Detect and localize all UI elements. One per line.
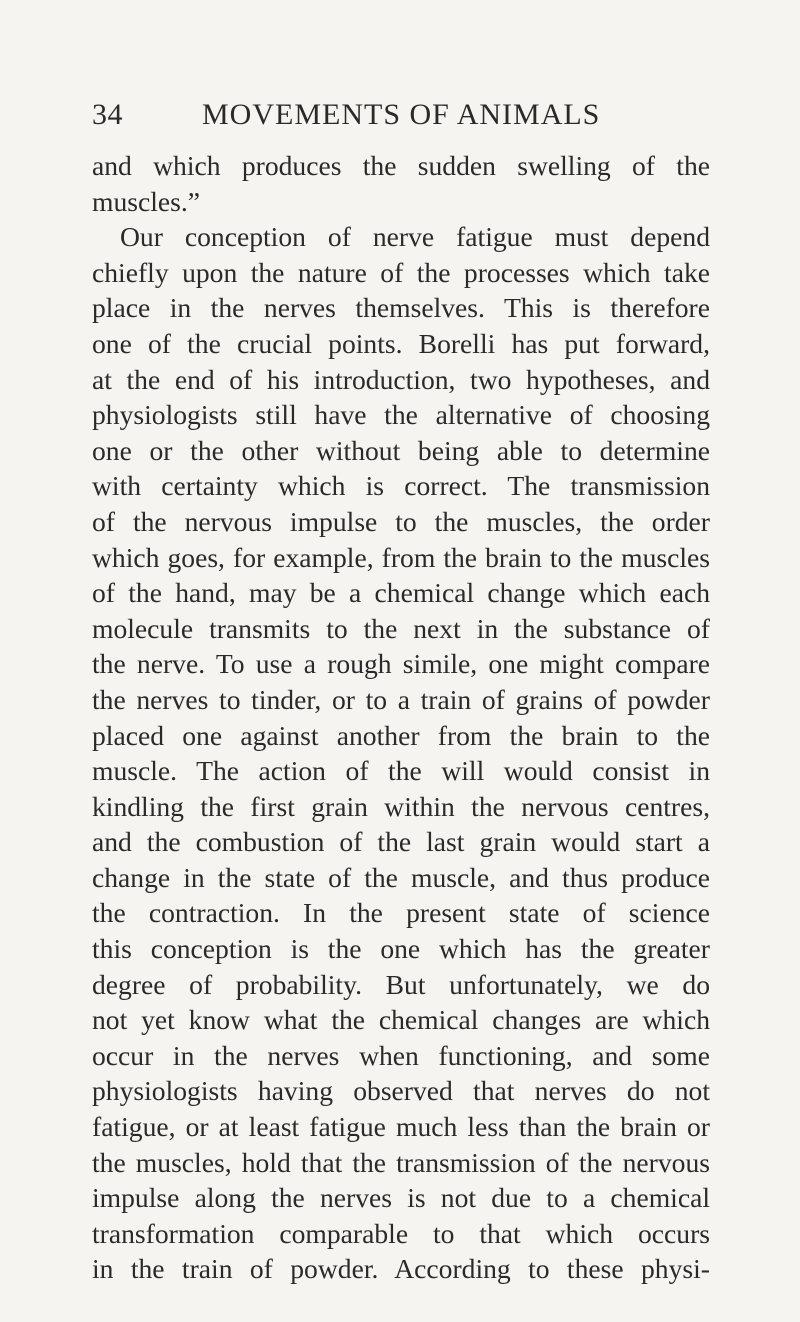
text-line: of the hand, may be a chemical change which each: [92, 577, 710, 609]
running-title: MOVEMENTS OF ANIMALS: [202, 98, 601, 131]
page-number: 34: [92, 98, 123, 131]
text-line: change in the state of the muscle, and thus produce: [92, 861, 710, 893]
text-line: chiefly upon the nature of the processes which take: [92, 256, 710, 288]
text-line: transformation comparable to that which occurs: [92, 1217, 710, 1249]
text-line: physiologists still have the alternative of choosing: [92, 399, 710, 431]
text-line: muscles.”: [92, 185, 201, 217]
text-line: the muscles, hold that the transmission of the nervous: [92, 1146, 710, 1178]
text-line: the nerve. To use a rough simile, one might compare: [92, 648, 710, 680]
text-line: and which produces the sudden swelling of the: [92, 150, 710, 181]
text-line: which goes, for example, from the brain to the muscles: [92, 541, 710, 573]
text-line: degree of probability. But unfortunately, we do: [92, 968, 710, 1000]
page-header: [92, 95, 712, 135]
text-line: physiologists having observed that nerves do not: [92, 1075, 710, 1107]
text-line: this conception is the one which has the greater: [92, 933, 710, 965]
body-text: [92, 148, 710, 1287]
text-line: the contraction. In the present state of science: [92, 897, 710, 929]
text-line: Our conception of nerve fatigue must depend: [120, 221, 710, 253]
text-line: muscle. The action of the will would consist in: [92, 755, 710, 787]
text-line: with certainty which is correct. The transmission: [92, 470, 710, 502]
text-line: occur in the nerves when functioning, and some: [92, 1039, 710, 1071]
text-line: kindling the first grain within the nervous centres,: [92, 790, 710, 822]
text-line: fatigue, or at least fatigue much less than the brain or: [92, 1111, 710, 1143]
text-line: one or the other without being able to determine: [92, 434, 710, 466]
text-line: not yet know what the chemical changes are which: [92, 1004, 710, 1036]
text-line: at the end of his introduction, two hypotheses, and: [92, 363, 710, 395]
text-line: of the nervous impulse to the muscles, the order: [92, 505, 710, 537]
text-line: placed one against another from the brain to the: [92, 719, 710, 751]
text-line: the nerves to tinder, or to a train of grains of powder: [92, 683, 710, 715]
text-line: place in the nerves themselves. This is therefore: [92, 292, 710, 324]
text-line: and the combustion of the last grain would start a: [92, 826, 710, 858]
text-line: molecule transmits to the next in the substance of: [92, 612, 710, 644]
text-line: impulse along the nerves is not due to a chemical: [92, 1182, 710, 1214]
text-line: one of the crucial points. Borelli has put forward,: [92, 327, 710, 359]
text-line: in the train of powder. According to these physi-: [92, 1253, 710, 1285]
